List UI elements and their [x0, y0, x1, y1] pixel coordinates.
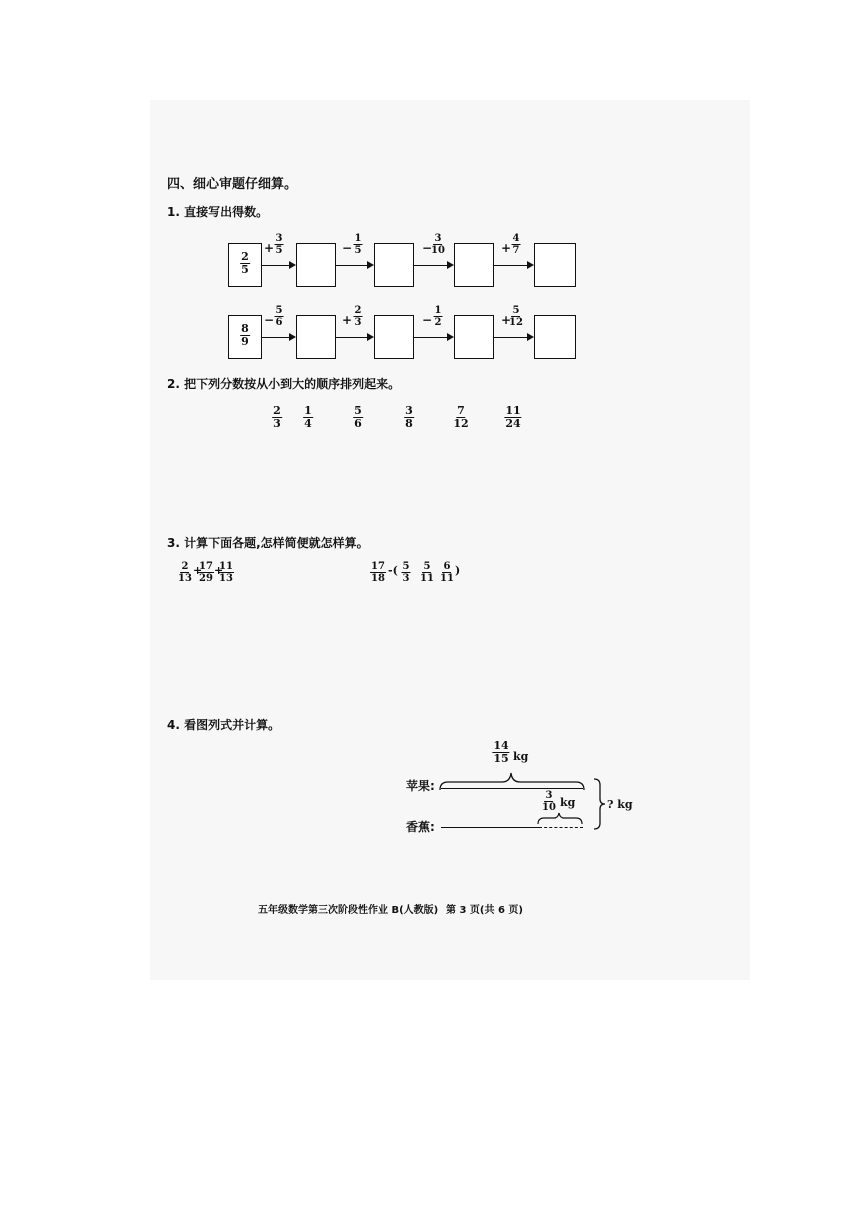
chain2-arrow-2: [336, 337, 372, 338]
q3-expr1-fraction-3: $\frac{11}{13}$: [219, 561, 233, 584]
chain1-answer-box-2[interactable]: [374, 243, 414, 287]
chain2-op3-fraction: $\frac{1}{2}$: [434, 305, 442, 328]
chain1-op2-sign: −: [342, 241, 353, 255]
chain2-op4-fraction: $\frac{5}{12}$: [509, 305, 523, 328]
chain2-start-fraction: $\frac{8}{9}$: [241, 322, 249, 348]
q3-title: 3. 计算下面各题,怎样简便就怎样算。: [167, 536, 369, 550]
q3-expr2-close: ): [455, 564, 461, 577]
chain2-op2-fraction: $\frac{2}{3}$: [354, 305, 362, 328]
q3-expr2-fraction-4: $\frac{6}{11}$: [440, 561, 454, 584]
chain1-op3-sign: −: [422, 241, 433, 255]
q3-expr2-fraction-2: $\frac{5}{3}$: [402, 561, 410, 584]
chain2-answer-box-1[interactable]: [296, 315, 336, 359]
chain1-op4-sign: +: [501, 241, 512, 255]
q4-diff-weight-unit: kg: [560, 796, 576, 809]
chain1-arrow-1: [262, 265, 294, 266]
q3-expr1-op1: +: [193, 564, 203, 577]
q3-expr1-fraction-2: $\frac{17}{29}$: [199, 561, 213, 584]
chain2-answer-box-2[interactable]: [374, 315, 414, 359]
q3-expr2-fraction-3: $\frac{5}{11}$: [420, 561, 434, 584]
chain2-op4-sign: +: [501, 313, 512, 327]
q4-title: 4. 看图列式并计算。: [167, 718, 281, 732]
q3-expr2-open: -(: [388, 564, 398, 577]
footer-title: 五年级数学第三次阶段性作业 B(人教版): [258, 905, 439, 916]
chain2-op3-sign: −: [422, 313, 433, 327]
chain1-op4-fraction: $\frac{4}{7}$: [512, 233, 520, 256]
q1-title: 1. 直接写出得数。: [167, 205, 269, 219]
q2-fraction-5: $\frac{7}{12}$: [453, 404, 469, 430]
q4-apple-weight-fraction: $\frac{14}{15}$: [493, 739, 509, 765]
q2-fraction-6: $\frac{11}{24}$: [505, 404, 521, 430]
q3-expr1-fraction-1: $\frac{2}{13}$: [178, 561, 192, 584]
chain2-arrow-4: [494, 337, 532, 338]
section-title: 四、细心审题仔细算。: [167, 177, 298, 192]
chain1-arrow-4: [494, 265, 532, 266]
q3-expr1-op2: +: [214, 564, 224, 577]
q2-fraction-2: $\frac{1}{4}$: [304, 404, 312, 430]
chain1-arrow-2: [336, 265, 372, 266]
q4-total-brace: [592, 777, 606, 831]
q4-apple-label: 苹果:: [406, 779, 435, 793]
chain1-op2-fraction: $\frac{1}{5}$: [354, 233, 362, 256]
chain2-op1-sign: −: [264, 313, 275, 327]
chain2-answer-box-4[interactable]: [534, 315, 576, 359]
chain1-answer-box-3[interactable]: [454, 243, 494, 287]
q4-apple-bar: [441, 788, 583, 789]
chain1-op3-fraction: $\frac{3}{10}$: [431, 233, 445, 256]
chain1-answer-box-4[interactable]: [534, 243, 576, 287]
chain1-op1-sign: +: [264, 241, 275, 255]
q2-title: 2. 把下列分数按从小到大的顺序排列起来。: [167, 377, 401, 391]
chain1-answer-box-1[interactable]: [296, 243, 336, 287]
chain1-op1-fraction: $\frac{3}{5}$: [275, 233, 283, 256]
q3-expr2-fraction-1: $\frac{17}{18}$: [371, 561, 385, 584]
chain1-start-fraction: $\frac{2}{5}$: [241, 250, 249, 276]
q4-diff-weight-fraction: $\frac{3}{10}$: [542, 790, 556, 813]
q2-fraction-4: $\frac{3}{8}$: [405, 404, 413, 430]
q4-diff-brace: [536, 812, 586, 826]
q2-fraction-1: $\frac{2}{3}$: [273, 404, 281, 430]
chain2-answer-box-3[interactable]: [454, 315, 494, 359]
q4-question: ? kg: [607, 798, 633, 811]
chain2-arrow-3: [414, 337, 452, 338]
footer-page-number: 第 3 页(共 6 页): [446, 905, 523, 916]
chain2-arrow-1: [262, 337, 294, 338]
q4-banana-bar: [441, 827, 539, 828]
chain1-arrow-3: [414, 265, 452, 266]
q4-apple-weight-unit: kg: [513, 750, 529, 763]
chain2-op2-sign: +: [342, 313, 353, 327]
q2-fraction-3: $\frac{5}{6}$: [354, 404, 362, 430]
q4-banana-dashed-bar: [539, 827, 583, 828]
q4-banana-label: 香蕉:: [406, 820, 435, 834]
chain2-op1-fraction: $\frac{5}{6}$: [275, 305, 283, 328]
